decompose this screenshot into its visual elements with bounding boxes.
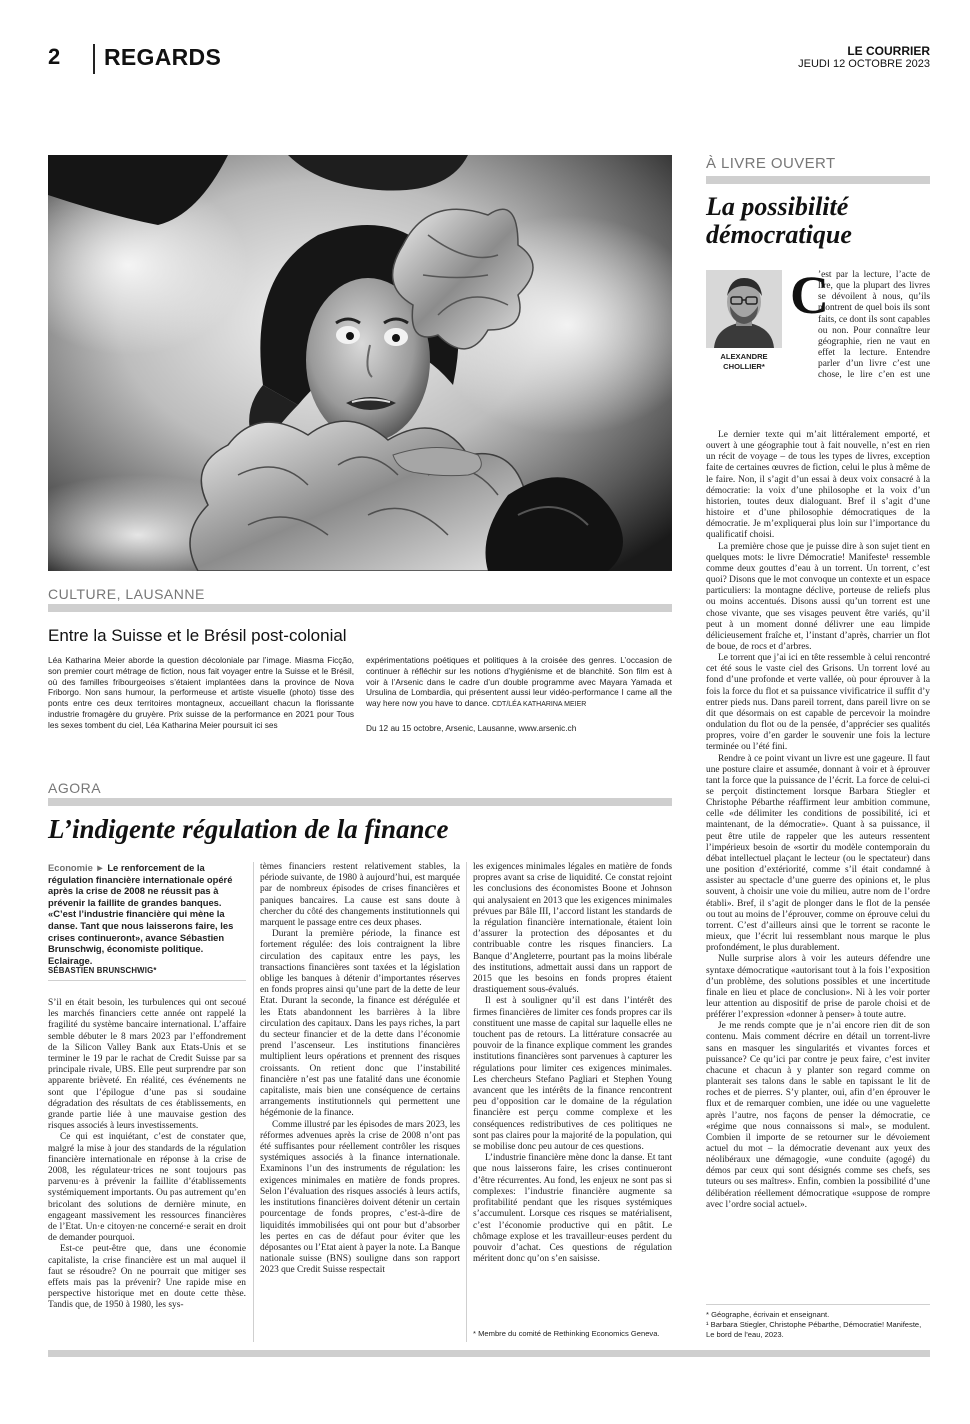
paragraph: Comme illustré par les épisodes de mars 2023, les réformes advenues après la crise de 2008 n’ont pas été suffisantes pour réellement contrôler les risques systémiques associés à la finance internationale. Examinons l’un des instruments de régulation: les exigences minimales en matière de fonds propres. Selon l’évaluation des risques associés à leurs actifs, les institutions financières doivent détenir un certain pourcentage de fonds propres, c’est-à-dire de liquidités immobilisées qui ont pour but d’absorber les pertes en cas de défaut pour éviter que les déposantes ou l’Etat aient à payer la note. La Banque nationale suisse (BNS) souligne dans son rapport 2023 que Credit Suisse respectait <box>260 1119 460 1276</box>
paragraph: les exigences minimales légales en matière de fonds propres avant sa crise de liquidité. Ce constat rejoint les conclusions des économistes Boone et Johnson qui analysaient en 2013 que les exigences minimales prévues par Bâle III, l’accord listant les standards de la régulation financière internationale, étaient loin d’assurer la protection des déposantes et du contribuable contre les risques financiers. La Banque d’Angleterre, pourtant pas la moins libérale des institutions, admettait aussi dans un rapport de 2015 que les besoins en fonds propres étaient drastiquement sous-évalués. <box>473 862 672 996</box>
paragraph: La première chose que je puisse dire à son sujet tient en quelques mots: le livre Démocratie! Manifeste¹ ressemble comme deux gouttes d’eau à un torrent. Un torrent, c’est quoi? Disons que le mot convoque un contexte et un espace particuliers: la montagne déclive, porteuse de reliefs plus ou moins accentués. Disons aussi qu’un torrent est une chose vivante, que ses visages peuvent être variés, qu’il peut à un moment donné délivrer une eau limpide délicieusement fraîche et, l’instant d’après, charrier un flot de boue, de rocs et d’arbres. <box>706 541 930 652</box>
agora-kicker-bar <box>48 798 672 806</box>
author-name: ALEXANDRE CHOLLIER* <box>720 352 768 371</box>
page-bottom-bar <box>48 1350 930 1357</box>
culture-caption-col2 <box>366 655 672 711</box>
byline-rule <box>48 980 246 981</box>
lead-category: Economie <box>48 862 93 873</box>
performer-photo <box>48 155 672 571</box>
drop-cap: C <box>790 265 829 325</box>
livre-first-paragraph: ’est par la lecture, l’acte de lire, que la plupart des livres se dévoilent à nous, qu’ils montrent de quel bois ils sont faits, ce dont ils sont capables ou non. Pour connaître leur géographie, rien ne vaut en effet la lecture. Entendre parler d’un livre c’est une chose, le lire c’en est une <box>818 270 930 381</box>
page-number: 2 <box>48 44 61 69</box>
paragraph: S’il en était besoin, les turbulences qui ont secoué les marchés financiers cette année ont rappelé la fragilité du système bancaire international. L’affaire semble débuter le 8 mars 2023 par l’effondrement de la Silicon Valley Bank aux Etats-Unis et se terminer le 19 par le rachat de Credit Suisse par sa principale rivale, UBS. Elle peut surprendre par son apparente brièveté. En réalité, ces événements ne sont que l’épilogue d’une pas si soudaine dégradation des résultats de ces établissements, en grande partie liée à une mauvaise gestion des risques associés à leurs investissements. <box>48 998 246 1132</box>
agora-footnote: * Membre du comité de Rethinking Economics Geneva. <box>473 1329 660 1338</box>
culture-title: Entre la Suisse et le Brésil post-colonial <box>48 626 347 645</box>
paragraph: Le torrent que j’ai ici en tête ressemble à celui rencontré cet été sous le vaste ciel des Grisons. Un torrent lové au fond d’une profonde et verte vallée, où pour éprouver à la fois la force du flot et sa puissance vivificatrice il suffit d’y entrer pieds nus. Dans pareil torrent, dans pareil livre on se dit que désormais on est capable de percevoir la moindre ondulation du flot ou de la pensée, d’apprécier ses qualités propres, voire d’en garder le souvenir une fois la lecture terminée ou l’été fini. <box>706 653 930 753</box>
agora-col2 <box>260 862 460 1342</box>
lead-marker-icon: ► <box>95 862 105 873</box>
paragraph: Je me rends compte que je n’ai encore rien dit de son contenu. Mais comment décrire en détail un torrent-livre sans en masquer les singularités et vivantes forces et puissance? Ce qu’ici par contre je peux faire, c’est inviter chacune et chacun à y planter son regard comme on planterait ses talons dans le sable en tapissant le lit de roches et de pierres. S’y planter, oui, afin d’en éprouver le flux et de remarquer combien, une idée ou une vaguelette après l’autre, nos façons de penser la démocratie, ce «régime que nous connaissons si mal», se modulent. Combien il importe de se retourner sur le dévoiement actuel du mot – la démocratie devenant aux yeux des néolibéraux une démagogie, «une conduite (agogé) du démos par ceux qui sont désignés comme ses chefs, ses tuteurs ou ses maîtres». Enfin, combien la possibilité d’une délibération réellement démocratique «suppose de rompre avec l’ordre social actuel». <box>706 1021 930 1210</box>
paragraph: L’industrie financière mène donc la danse. Et tant que nous laisserons faire, les crises continueront d’être récurrentes. Au fond, les enjeux ne sont pas si complexes: l’industrie financière augmente sa profitabilité pendant que les risques systémiques s’accumulent. Lorsque ces risques se matérialisent, c’est l’économie productive qui en pâtit. Le chômage explose et les travailleur·euses perdent du pouvoir d’achat. Ces questions de régulation méritent donc qu’on s’en saisisse. <box>473 1153 672 1265</box>
column-divider <box>253 862 254 1342</box>
paragraph: Ce qui est inquiétant, c’est de constater que, malgré la mise à jour des standards de la régulation financière internationale en réponse à la crise de 2008, les régulateur·trices ne sont toujours pas parvenu·es à prévenir la faillite d’établissements systémiquement importants. Ou pas autrement qu’en bricolant des solutions de dernière minute, en engageant massivement les ressources financières de l’Etat. Un·e citoyen·ne concerné·e serait en droit de demander pourquoi. <box>48 1132 246 1244</box>
agora-kicker: AGORA <box>48 780 102 796</box>
culture-caption-col1: Léa Katharina Meier aborde la question décoloniale par l’image. Miasma Ficção, son premier court métrage de fiction, nous fait voyager entre la Suisse et le Brésil, où des familles fribourgeoises s’étaient implantées dans la province de Nova Friborgo. Non sans humour, la performeuse et artiste visuelle (photo) tisse des ponts entre ces deux territoires montagneux, accueillant chacun la florissante industrie fromagère du gruyère. Prix suisse de la performance en 2021 pour Tous les sexes tombent du ciel, Léa Katharina Meier poursuit ici ses <box>48 655 354 730</box>
photo-credit: CDT/LÉA KATHARINA MEIER <box>491 701 587 709</box>
publication-name: LE COURRIER <box>847 44 930 58</box>
paragraph: Nulle surprise alors à voir les auteurs défendre une syntaxe démocratique «autorisant tout à la fois l’exposition d’un problème, des solutions possibles et une incertitude finale en lieu et place de conclusion». Ni à les voir porter leur attention au dispositif de prise de parole choisi et de préférer l’expression «donner à penser» à toute autre. <box>706 954 930 1021</box>
paragraph: Il est à souligner qu’il est dans l’intérêt des firmes financières de limiter ces fonds propres car ils constituent une masse de capital sur laquelle elles ne touchent pas de retours. La littérature consacrée au pouvoir de la finance explique comment les grandes institutions financières sont parvenues à capturer les régulations pour limiter ces exigences minimales. Les chercheurs Stefano Pagliari et Stephen Young avancent que les intérêts de la finance rencontrent peu d’opposition car le domaine de la régulation financière est perçu comme complexe et les conséquences redistributives de ces politiques ne sont pas claires pour la majorité de la population, qui se mobilise donc peu autour de ces questions. <box>473 996 672 1153</box>
paragraph: Est-ce peut-être que, dans une économie capitaliste, la crise financière est un mal auquel il faut se résoudre? On ne pourrait que mitiger ses effets mais pas la prévenir? Une rapide mise en perspective historique met en doute cette thèse. Tandis que, de 1950 à 1980, les sys- <box>48 1244 246 1311</box>
agora-col1 <box>48 998 246 1341</box>
livre-title: La possibilité démocratique <box>706 192 852 249</box>
livre-body <box>706 430 930 1298</box>
culture-dates: Du 12 au 15 octobre, Arsenic, Lausanne, www.arsenic.ch <box>366 723 577 733</box>
paragraph: Le dernier texte qui m’ait littéralement emporté, et ouvert à une géographie tout à fait nouvelle, n’est en rien un récit de voyage – de tous les types de livres, exception faite de certaines œuvres de fiction, celui le plus à même de le faire. Non, il s’agit d’un essai à deux voix consacré à la démocratie: la voix d’une philosophe et la voix d’un historien, toutes deux dialoguant. Bref il s’agit d’une histoire et d’une philosophie démocratiques de la démocratie. Je m’expliquerai plus loin sur l’importance du qualificatif choisi. <box>706 430 930 541</box>
agora-title: L’indigente régulation de la finance <box>48 814 449 844</box>
livre-footnote-2: ¹ Barbara Stiegler, Christophe Pébarthe, Démocratie! Manifeste, Le bord de l’eau, 2023. <box>706 1320 922 1339</box>
header-divider <box>93 44 95 74</box>
section-title: REGARDS <box>104 44 222 70</box>
lead-text: Le renforcement de la régulation financière internationale opéré après la crise de 2008 ne réussit pas à prévenir la faillite de grandes banques. «C’est l’industrie financière qui mène la danse. Tant que nous laisserons faire, les crises continueront», avance Sébastien Brunschwig, économiste politique. Eclairage. <box>48 862 234 966</box>
livre-kicker: À LIVRE OUVERT <box>706 155 836 172</box>
culture-caption-text: expérimentations poétiques et politiques à la croisée des genres. L’occasion de continuer à réfléchir sur les notions d’hygiénisme et de blanchité. Son film est à voir à l’Arsenic dans le cadre d’un double programme avec Mayara Yamada et Ursulina de Lombardia, qui présentent aussi leur vidéo-performance I came all the way here now you have to dance. <box>366 655 672 709</box>
culture-kicker: CULTURE, LAUSANNE <box>48 586 205 602</box>
publication-date: JEUDI 12 OCTOBRE 2023 <box>798 58 930 70</box>
culture-kicker-bar <box>48 604 672 612</box>
livre-kicker-bar <box>706 176 930 184</box>
footnote-rule <box>706 1304 930 1305</box>
agora-byline: SÉBASTIEN BRUNSCHWIG* <box>48 966 157 975</box>
author-portrait <box>706 270 782 348</box>
livre-footnote-1: * Géographe, écrivain et enseignant. <box>706 1310 830 1319</box>
paragraph: Durant la première période, la finance est fortement régulée: des lois contraignent la libre circulation des capitaux entre les pays, les transactions financières sont taxées et la législation oblige les banques à détenir d’importantes réserves en fonds propres ainsi qu’une part de la dette de leur Etat. Durant la seconde, la finance est dérégulée et les Etats abandonnent les barrières à la libre circulation des capitaux. Dans les pays riches, la part du secteur financier et de la dette dans l’économie prend l’ascenseur. Les institutions financières multiplient leurs opérations et prennent des risques croissants. On retient donc que l’instabilité financière n’est pas une fatalité dans une économie capitaliste, mais bien une conséquence de certains arrangements institutionnels qui permettent une hégémonie de la finance. <box>260 929 460 1119</box>
column-divider <box>466 862 467 1342</box>
paragraph: tèmes financiers restent relativement stables, la période suivante, de 1980 à aujourd’hui, est marquée par de nombreux épisodes de crises financières et paniques bancaires. La cause est sans doute à chercher du côté des changements institutionnels qui marquent le passage entre ces deux phases. <box>260 862 460 929</box>
agora-col3 <box>473 862 672 1320</box>
agora-lead <box>48 862 246 966</box>
paragraph: Rendre à ce point vivant un livre est une gageure. Il faut une posture claire et assumée, donnant à voir et à éprouver tant la force que la puissance de l’écrit. La force de celui-ci se perçoit distinctement lorsque Barbara Stiegler et Christophe Pébarthe réaffirment leur ambition commune, celle «de délimiter les conditions de possibilité, ici et maintenant, de la démocratie». Quant à sa puissance, il peut être utile de rappeler que les auteurs ressentent l’impérieux besoin de «sortir du modèle contemporain du débat intellectuel plaçant le lecteur (ou le spectateur) dans une position d’extériorité, comme s’il était condamné à assister au spectacle d’une guerre des opinions et, le plus souvent, à choisir une voie du milieu, autre nom de l’ordre établi». Bref, il s’agit de plonger dans le flot de la pensée ou tout au moins de l’éprouver, comme on éprouve celui du torrent. C’est d’ailleurs ainsi que le torrent se raconte le mieux, que l’écrit lui ressemblant nous marque le plus profondément, le plus durablement. <box>706 753 930 954</box>
